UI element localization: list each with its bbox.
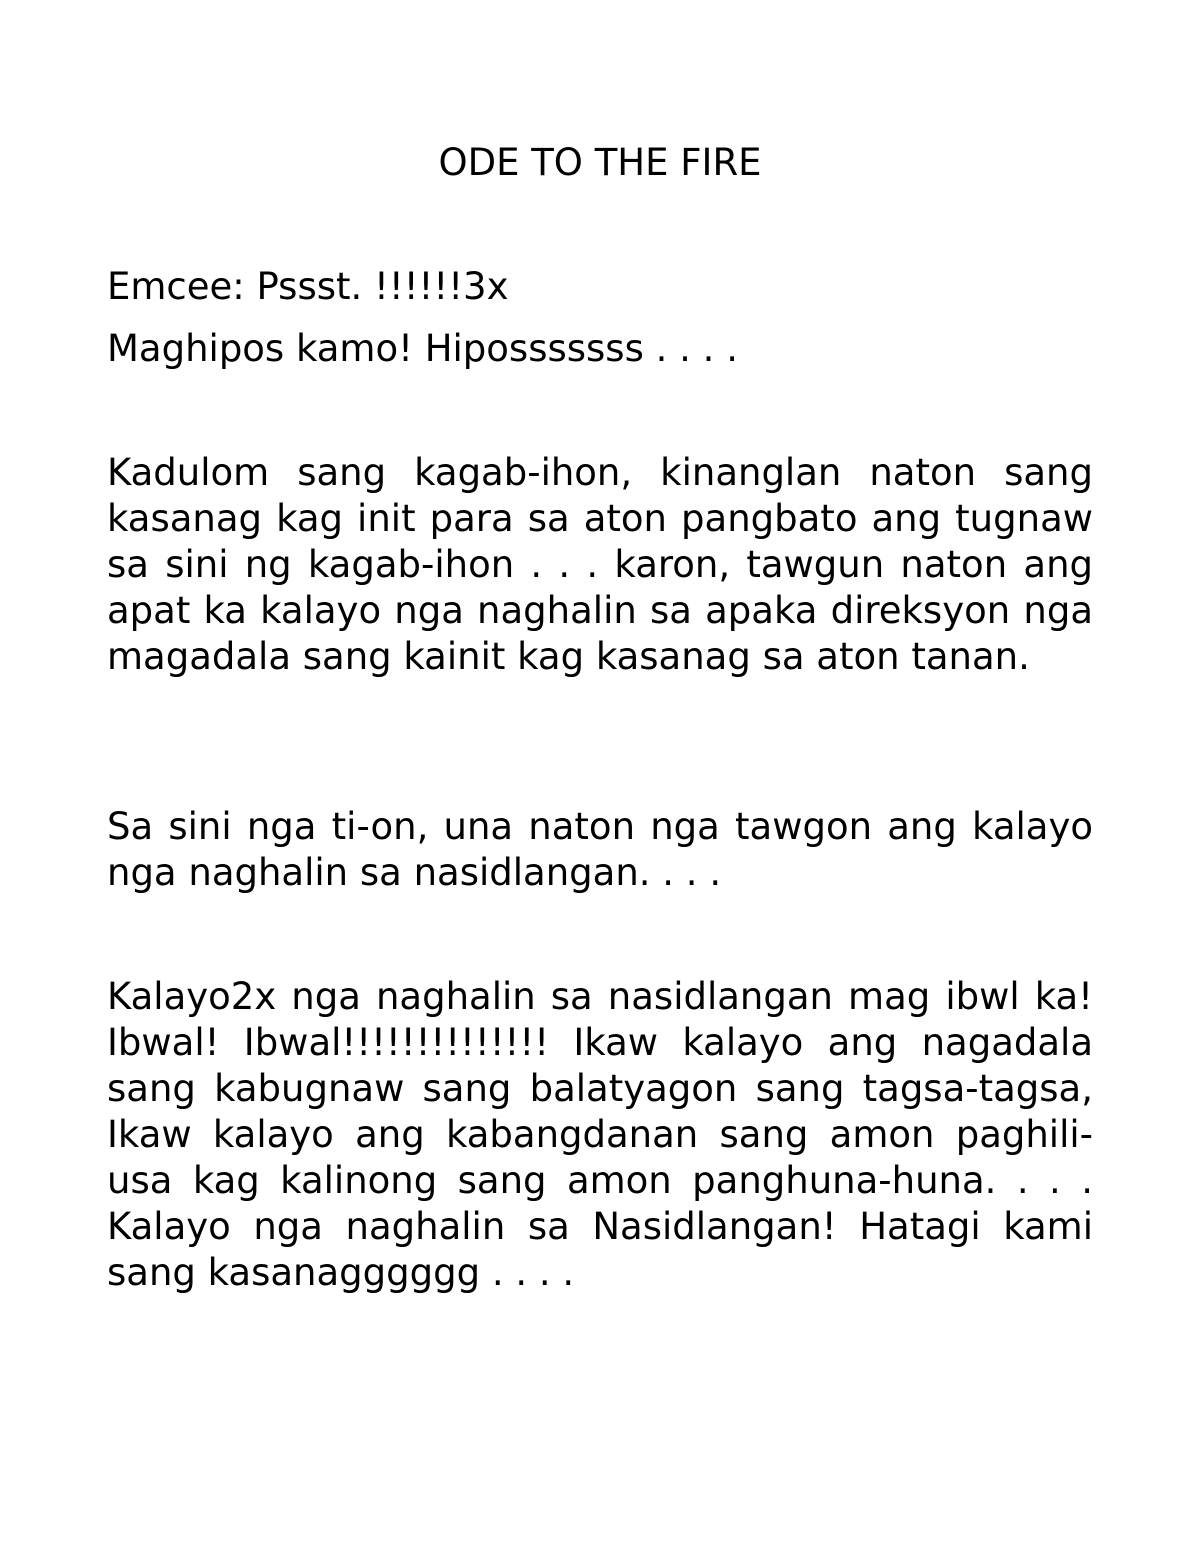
paragraph-call-east: Sa sini nga ti-on, una naton nga tawgon ang kalayo nga naghalin sa nasidlangan. . . .: [107, 805, 1093, 894]
emcee-line: Emcee: Pssst. !!!!!!3x: [107, 265, 509, 308]
maghipos-line: Maghipos kamo! Hiposssssss . . . .: [107, 327, 738, 370]
paragraph-intro: Kadulom sang kagab-ihon, kinanglan naton sang kasanag kag init para sa aton pangbato ang tugnaw sa sini ng kagab-ihon . . . karon, tawgun naton ang apat ka kalayo nga naghalin sa apaka direksyon nga magadala sang kainit kag kasanag sa aton tanan.: [107, 451, 1093, 678]
document-title: ODE TO THE FIRE: [438, 141, 762, 184]
paragraph-fire-east: Kalayo2x nga naghalin sa nasidlangan mag ibwl ka! Ibwal! Ibwal!!!!!!!!!!!!!! Ikaw kalayo ang nagadala sang kabugnaw sang balatyagon sang tagsa-tagsa, Ikaw kalayo ang kabangdanan sang amon paghili-usa kag kalinong sang amon panghuna-huna. . . . Kalayo nga naghalin sa Nasidlangan! Hatagi kami sang kasanagggggg . . . .: [107, 975, 1093, 1294]
